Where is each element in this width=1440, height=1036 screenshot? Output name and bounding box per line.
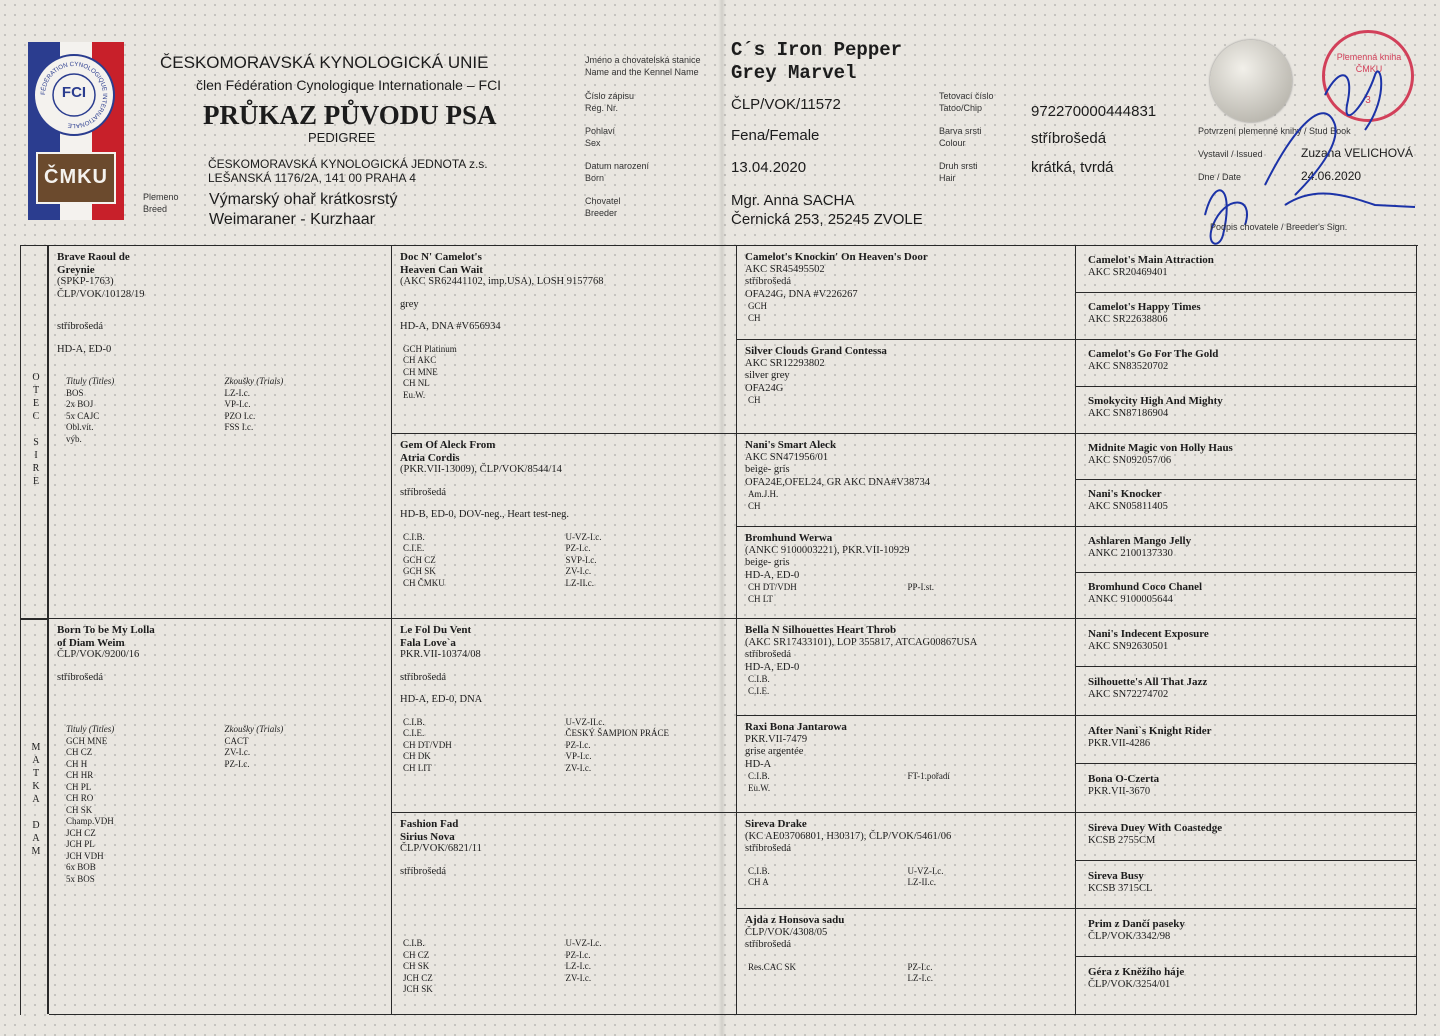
gen2-2-title: CH LIT: [403, 762, 432, 773]
gen2-2-colour: stříbrošedá: [400, 671, 447, 683]
gen1-sire-title: výb.: [66, 433, 82, 444]
gen3-4-title: C.I.B.: [748, 674, 770, 684]
gen2-2-titles-col: [403, 717, 566, 775]
gen1-dam-trials-col: [225, 724, 384, 885]
gen2-1-line1: (PKR.VII-13009), ČLP/VOK/8544/14: [400, 464, 562, 475]
gen4-cell-7: [1076, 573, 1417, 619]
sex-label-en: Sex: [585, 138, 601, 148]
gen3-3-line: HD-A, ED-0: [745, 569, 800, 581]
gen2-0-name1: Doc N' Camelot's: [400, 251, 482, 263]
gen3-cell-7: [737, 909, 1076, 1015]
gen3-3-title: CH DT/VDH: [748, 582, 797, 592]
gen3-6-titles-trials: [745, 866, 1067, 889]
dog-name-line1: C´s Iron Pepper: [731, 39, 903, 61]
gen2-0-title: GCH Platinum: [403, 343, 457, 354]
gen4-cell-13: [1076, 861, 1417, 909]
breed-label-cz: Plemeno: [143, 192, 179, 202]
gen1-sire-title: BOS: [66, 387, 84, 398]
sex-label-cz: Pohlaví: [585, 126, 616, 136]
gen2-3-title: CH SK: [403, 961, 430, 971]
document-title: PRŮKAZ PŮVODU PSA: [203, 100, 497, 130]
gen2-0-title: Eu.W.: [403, 389, 426, 400]
gen2-1-titles-trials: [400, 532, 728, 590]
hair-label-en: Hair: [939, 173, 956, 183]
gen3-3-trials-col: [908, 582, 1068, 605]
gen3-cell-0: [737, 246, 1076, 340]
gen4-15-name: Géra z Kněžího háje: [1088, 966, 1185, 978]
cmku-logo-text: ČMKU: [44, 166, 108, 188]
gen1-dam-trial: ZV-I.c.: [224, 747, 251, 757]
breeder-line2: Černická 253, 25245 ZVOLE: [731, 211, 923, 228]
gen3-5-trial: FT-1.pořadí: [907, 771, 950, 781]
gen3-cell-2: [737, 434, 1076, 527]
gen2-3-trial: ZV-I.c.: [565, 972, 592, 983]
gen3-7-name: Ajda z Honsova sadu: [745, 914, 845, 926]
gen2-0-colour: grey: [400, 298, 419, 310]
document-subtitle: PEDIGREE: [308, 130, 376, 145]
section-divider: [21, 618, 49, 620]
gen4-10-reg: PKR.VII-4286: [1088, 737, 1151, 749]
gen1-dam-title: JCH PL: [66, 839, 95, 849]
gen2-cell-3: [392, 813, 737, 1015]
gen3-4-line: (AKC SR17433101), LOP 355817, ATCAG00867USA: [745, 636, 978, 648]
gen2-0-name2: Heaven Can Wait: [400, 263, 483, 276]
gen1-sire-line2: ČLP/VOK/10128/19: [57, 288, 145, 300]
dog-sex: Fena/Female: [731, 127, 820, 144]
breeder-label-cz: Chovatel: [585, 196, 621, 206]
gen1-dam-titles-trials: [57, 724, 383, 885]
chip-label-cz: Tetovací číslo: [939, 91, 994, 101]
gen2-2-health: HD-A, ED-0, DNA: [400, 694, 483, 705]
gen2-2-title: C.I.E.: [403, 728, 425, 738]
gen4-3-reg: AKC SN87186904: [1088, 407, 1169, 419]
gen3-6-titles-col: [748, 866, 908, 889]
gen2-3-name2: Sirius Nova: [400, 830, 455, 843]
gen3-5-line: grise argentée: [745, 746, 804, 757]
gen3-7-trial: PZ-I.c.: [907, 961, 933, 972]
gen2-0-line1: (AKC SR62441102, imp.USA), LOSH 9157768: [400, 276, 604, 287]
gen3-7-trial: LZ-I.c.: [907, 973, 933, 983]
gen4-6-name: Ashlaren Mango Jelly: [1088, 535, 1192, 547]
gen4-1-reg: AKC SR22638806: [1088, 313, 1168, 325]
gen3-cell-6: [737, 813, 1076, 909]
gen1-sire-cell: [49, 246, 392, 619]
gen2-1-trials-col: [566, 532, 729, 590]
gen3-0-title: CH: [748, 312, 761, 323]
gen1-sire-trials-label: Zkoušky (Trials): [224, 376, 284, 386]
gen2-3-trial: LZ-I.c.: [565, 961, 591, 971]
gen2-1-trial: LZ-II.c.: [565, 577, 594, 588]
dog-name-line2: Grey Marvel: [731, 62, 857, 84]
date-label: Dne / Date: [1198, 172, 1242, 182]
gen3-3-line: beige- gris: [745, 557, 790, 568]
gen1-sire-colour: stříbrošedá: [57, 321, 104, 332]
gen1-dam-cell: [49, 619, 392, 1015]
gen3-6-title: CH A: [748, 877, 769, 887]
gen2-2-title: CH DK: [403, 751, 431, 761]
gen3-2-title: Am.J.H.: [748, 489, 779, 499]
gen4-11-name: Bona O-Czerta: [1088, 773, 1160, 785]
gen4-1-name: Camelot's Happy Times: [1088, 301, 1201, 313]
gen2-3-trials-col: [566, 938, 729, 996]
gen2-1-trial: PZ-I.c.: [565, 543, 591, 553]
gen4-9-reg: AKC SN72274702: [1088, 688, 1169, 700]
gen3-0-line: stříbrošedá: [745, 276, 792, 287]
breeder-label-en: Breeder: [585, 208, 618, 218]
gen4-4-reg: AKC SN092057/06: [1088, 454, 1172, 466]
gen3-2-name: Nani's Smart Aleck: [745, 439, 837, 451]
gen2-3-colour: stříbrošedá: [400, 865, 447, 877]
gen1-sire-title: Obl.vít.: [66, 422, 94, 432]
logo-block: [28, 42, 124, 222]
gen3-1-name: Silver Clouds Grand Contessa: [745, 345, 887, 357]
gen1-dam-title: 6x BOB: [66, 862, 96, 872]
dog-hair: krátká, tvrdá: [1031, 159, 1114, 176]
gen1-sire-name1: Brave Raoul de: [57, 251, 130, 263]
gen3-7-titles-trials: [745, 962, 1067, 985]
gen2-2-trial: ZV-I.c.: [565, 762, 592, 773]
born-label-en: Born: [585, 173, 605, 183]
chip-label-en: Tatoo/Chip: [939, 103, 983, 113]
gen3-2-title: CH: [748, 500, 761, 511]
gen3-cell-1: [737, 340, 1076, 434]
colour-label-cz: Barva srsti: [939, 126, 982, 136]
gen3-6-name: Sireva Drake: [745, 818, 807, 830]
gen3-4-name: Bella N Silhouettes Heart Throb: [745, 624, 897, 636]
gen1-dam-line1: ČLP/VOK/9200/16: [57, 649, 140, 660]
gen2-cell-2: [392, 619, 737, 813]
gen3-5-titles-trials: [745, 771, 1067, 794]
breed-de: Weimaraner - Kurzhaar: [209, 211, 375, 228]
dog-reg: ČLP/VOK/11572: [731, 96, 841, 113]
gen4-cell-6: [1076, 527, 1417, 573]
gen3-7-line: ČLP/VOK/4308/05: [745, 926, 828, 938]
gen4-14-reg: ČLP/VOK/3342/98: [1088, 930, 1171, 942]
gen2-3-trial: U-VZ-I.c.: [565, 938, 602, 948]
gen3-7-title: Res.CAC SK: [748, 961, 797, 972]
gen4-13-reg: KCSB 3715CL: [1088, 882, 1153, 894]
gen3-0-name: Camelot's Knockin' On Heaven's Door: [745, 251, 928, 263]
gen1-dam-title: CH HR: [66, 770, 94, 780]
gen4-cell-9: [1076, 667, 1417, 716]
gen2-1-name1: Gem Of Aleck From: [400, 439, 496, 451]
gen4-5-reg: AKC SN05811405: [1088, 500, 1168, 512]
gen3-3-titles-trials: [745, 582, 1067, 605]
gen2-2-trial: ČESKÝ ŠAMPION PRÁCE: [565, 728, 670, 738]
colour-label-en: Colour: [939, 138, 966, 148]
gen1-sire-name2: Greynie: [57, 263, 95, 276]
gen4-9-name: Silhouette's All That Jazz: [1088, 676, 1208, 688]
gen4-2-name: Camelot's Go For The Gold: [1088, 348, 1219, 360]
issued-label: Vystavil / Issued: [1198, 149, 1263, 159]
gen4-7-reg: ANKC 9100005644: [1088, 593, 1173, 605]
gen4-cell-1: [1076, 293, 1417, 340]
gen2-2-line1: PKR.VII-10374/08: [400, 649, 481, 660]
gen4-2-reg: AKC SN83520702: [1088, 360, 1169, 372]
dog-chip: 972270000444831: [1031, 103, 1157, 120]
issued-by: Zuzana VELICHOVÁ: [1301, 146, 1414, 160]
gen1-dam-trials-label: Zkoušky (Trials): [224, 724, 284, 734]
gen4-7-name: Bromhund Coco Chanel: [1088, 581, 1203, 593]
gen3-1-line: AKC SR12293802: [745, 357, 825, 369]
breed-cz: Výmarský ohař krátkosrstý: [209, 191, 398, 208]
gen3-5-line: HD-A: [745, 758, 772, 770]
gen4-3-name: Smokycity High And Mighty: [1088, 395, 1223, 407]
gen1-dam-name2: of Diam Weim: [57, 636, 125, 649]
gen3-0-title: GCH: [748, 301, 768, 311]
gen1-dam-title: CH H: [66, 758, 88, 769]
gen2-3-name1: Fashion Fad: [400, 818, 459, 830]
jednota-line1: ČESKOMORAVSKÁ KYNOLOGICKÁ JEDNOTA z.s.: [208, 157, 488, 171]
gen4-13-name: Sireva Busy: [1088, 870, 1144, 882]
gen2-0-titles: [400, 344, 728, 402]
gen1-dam-title: CH SK: [66, 804, 93, 815]
gen1-sire-titles-label: Tituly (Titles): [66, 376, 115, 386]
stamp-number: 3: [1365, 95, 1371, 106]
gen3-cell-4: [737, 619, 1076, 716]
gen3-3-titles-col: [748, 582, 908, 605]
gen2-1-health: HD-B, ED-0, DOV-neg., Heart test-neg.: [400, 509, 570, 520]
gen3-3-line: (ANKC 9100003221), PKR.VII-10929: [745, 544, 910, 556]
gen4-4-name: Midnite Magic von Holly Haus: [1088, 442, 1233, 454]
gen4-5-name: Nani's Knocker: [1088, 488, 1162, 500]
gen1-sire-trial: LZ-I.c.: [224, 387, 250, 398]
gen2-1-colour: stříbrošedá: [400, 486, 447, 498]
gen2-3-title: C.I.B.: [403, 938, 425, 948]
gen3-7-titles-col: [748, 962, 908, 985]
gen2-2-name2: Fala Love`a: [400, 636, 456, 649]
gen4-cell-10: [1076, 716, 1417, 764]
gen1-dam-title: 5x BOS: [66, 873, 95, 884]
dog-born: 13.04.2020: [731, 159, 807, 176]
gen4-cell-3: [1076, 387, 1417, 434]
gen4-cell-15: [1076, 957, 1417, 1015]
gen2-3-titles-col: [403, 938, 566, 996]
gen1-dam-title: GCH MNE: [66, 735, 108, 746]
jednota-line2: LEŠANSKÁ 1176/2A, 141 00 PRAHA 4: [208, 171, 416, 185]
gen1-sire-trials-col: [225, 376, 384, 445]
gen4-12-name: Sireva Duey With Coastedge: [1088, 822, 1223, 834]
gen3-4-line: HD-A, ED-0: [745, 661, 800, 673]
gen4-cell-8: [1076, 619, 1417, 667]
gen3-cell-5: [737, 716, 1076, 813]
gen4-0-name: Camelot's Main Attraction: [1088, 254, 1214, 266]
gen4-0-reg: AKC SR20469401: [1088, 266, 1168, 278]
gen1-dam-colour: stříbrošedá: [57, 671, 104, 683]
gen4-cell-12: [1076, 813, 1417, 861]
gen2-2-trial: PZ-I.c.: [565, 739, 591, 750]
gen3-2-line: OFA24E,OFEL24, GR AKC DNA#V38734: [745, 476, 931, 488]
gen2-2-name1: Le Fol Du Vent: [400, 624, 472, 636]
gen3-0-line: OFA24G, DNA #V226267: [745, 288, 858, 300]
gen1-sire-trial: FSS I.c.: [224, 422, 254, 432]
gen4-cell-0: [1076, 246, 1417, 293]
gen1-dam-title: CH RO: [66, 793, 94, 803]
gen4-cell-5: [1076, 480, 1417, 527]
gen1-dam-title: CH PL: [66, 781, 92, 792]
gen1-dam-trial: CACT: [224, 735, 249, 746]
fci-ring-text: FÉDÉRATION CYNOLOGIQUE INTERNATIONALE: [39, 60, 109, 130]
reg-label-en: Reg. Nr.: [585, 103, 619, 113]
breed-label-en: Breed: [143, 204, 168, 214]
studbook-label: Potvrzení plemenné knihy / Stud Book: [1198, 126, 1351, 136]
gen3-6-trials-col: [908, 866, 1068, 889]
name-label-en: Name and the Kennel Name: [585, 67, 699, 77]
gen4-cell-2: [1076, 340, 1417, 387]
gen3-1-line: silver grey: [745, 370, 790, 381]
signature-label: Podpis chovatele / Breeder's Sign.: [1210, 222, 1348, 232]
pedigree-table: [20, 245, 1418, 1015]
gen3-5-line: PKR.VII-7479: [745, 733, 808, 745]
stamp-text: Plemenná kniha ČMKU: [1336, 52, 1402, 74]
gen3-1-title: CH: [748, 395, 761, 405]
gen1-sire-title: 2x BOJ: [66, 399, 94, 409]
gen4-10-name: After Nani`s Knight Rider: [1088, 725, 1212, 737]
gen1-dam-title: JCH VDH: [66, 850, 104, 861]
gen2-2-trials-col: [566, 717, 729, 775]
breeder-line1: Mgr. Anna SACHA: [731, 192, 855, 209]
gen3-4-title: C.I.E.: [748, 685, 770, 696]
gen2-3-trial: PZ-I.c.: [565, 949, 591, 960]
gen3-6-line: stříbrošedá: [745, 843, 792, 854]
gen2-0-title: CH MNE: [403, 366, 438, 377]
gen1-sire-titles-col: [66, 376, 225, 445]
gen2-2-titles-trials: [400, 717, 728, 775]
gen2-1-trial: ZV-I.c.: [565, 566, 592, 576]
gen2-2-trial: VP-I.c.: [565, 751, 592, 761]
gen3-3-title: CH LT: [748, 593, 773, 604]
gen3-5-trials-col: [908, 771, 1068, 794]
union-member: člen Fédération Cynologique Internationale – FCI: [196, 77, 502, 93]
gen4-11-reg: PKR.VII-3670: [1088, 785, 1151, 797]
born-label-cz: Datum narození: [585, 161, 650, 171]
gen2-3-line1: ČLP/VOK/6821/11: [400, 843, 482, 854]
sire-section-label: O T E C S I R E: [32, 372, 40, 487]
gen1-dam-trial: PZ-I.c.: [224, 758, 250, 769]
gen2-2-title: C.I.B.: [403, 716, 425, 727]
gen4-14-name: Prim z Dančí paseky: [1088, 918, 1185, 930]
gen3-1-line: OFA24G: [745, 382, 784, 394]
gen2-1-trial: U-VZ-I.c.: [565, 531, 602, 542]
dog-colour: stříbrošedá: [1031, 130, 1107, 147]
gen1-dam-titles-label: Tituly (Titles): [66, 724, 115, 734]
gen3-5-title: C.I.B.: [748, 771, 770, 781]
fci-logo: [33, 54, 115, 136]
gen3-5-titles-col: [748, 771, 908, 794]
cmku-logo: [36, 152, 116, 204]
gen4-15-reg: ČLP/VOK/3254/01: [1088, 978, 1171, 990]
gen1-dam-name1: Born To be My Lolla: [57, 624, 155, 636]
dam-section-label: M A T K A D A M: [31, 742, 41, 857]
gen2-2-trial: U-VZ-II.c.: [565, 716, 605, 727]
gen3-6-trial: LZ-II.c.: [907, 877, 936, 887]
gen2-3-title: JCH CZ: [403, 972, 433, 983]
gen4-cell-14: [1076, 909, 1417, 957]
gen4-cell-11: [1076, 764, 1417, 813]
gen1-dam-title: JCH CZ: [66, 827, 96, 838]
gen3-7-trials-col: [908, 962, 1068, 985]
gen3-0-line: AKC SR45495502: [745, 263, 825, 275]
gen2-3-titles-trials: [400, 938, 728, 996]
gen1-dam-title: CH CZ: [66, 747, 93, 757]
gen2-1-title: C.I.E.: [403, 543, 425, 553]
gen1-dam-title: Champ.VDH: [66, 816, 114, 826]
gen2-0-title: CH AKC: [403, 355, 437, 365]
gen3-6-line: (KC AE03706801, H30317), ČLP/VOK/5461/06: [745, 830, 952, 842]
gen2-3-title: CH CZ: [403, 949, 430, 960]
gen3-2-line: AKC SN471956/01: [745, 451, 829, 463]
gen4-8-reg: AKC SN92630501: [1088, 640, 1169, 652]
gen3-5-title: Eu.W.: [748, 782, 771, 793]
hair-label-cz: Druh srsti: [939, 161, 978, 171]
gen2-0-title: CH NL: [403, 378, 430, 388]
reg-label-cz: Číslo zápisu: [585, 91, 635, 101]
gen3-5-name: Raxi Bona Jantarowa: [745, 721, 847, 733]
gen1-sire-line1: (SPKP-1763): [57, 276, 114, 287]
gen2-1-title: C.I.B.: [403, 531, 425, 542]
gen2-1-trial: SVP-I.c.: [565, 554, 597, 565]
gen3-3-trial: PP-I.st.: [907, 582, 935, 592]
issue-date: 24.06.2020: [1301, 169, 1362, 183]
gen1-sire-title: 5x CAJC: [66, 410, 100, 421]
gen3-7-line: stříbrošedá: [745, 939, 792, 950]
gen2-1-title: GCH CZ: [403, 554, 436, 565]
gen3-6-trial: U-VZ-I.c.: [907, 865, 944, 876]
gen2-1-name2: Atria Cordis: [400, 451, 460, 464]
gen2-1-titles-col: [403, 532, 566, 590]
name-label-cz: Jméno a chovatelská stanice: [585, 55, 701, 65]
gen4-cell-4: [1076, 434, 1417, 480]
union-name: ČESKOMORAVSKÁ KYNOLOGICKÁ UNIE: [160, 53, 489, 72]
gen3-2-line: beige- gris: [745, 464, 790, 475]
gen1-sire-health: HD-A, ED-0: [57, 343, 112, 355]
gen1-sire-titles-trials: [57, 376, 383, 445]
gen1-sire-trial: PZO I.c.: [224, 410, 256, 421]
fci-logo-text: FCI: [61, 84, 87, 101]
gen3-4-line: stříbrošedá: [745, 649, 792, 660]
gen1-dam-titles-col: [66, 724, 225, 885]
gen4-8-name: Nani's Indecent Exposure: [1088, 628, 1209, 640]
gen2-3-title: JCH SK: [403, 984, 433, 994]
gen4-12-reg: KCSB 2755CM: [1088, 834, 1156, 846]
gen2-cell-1: [392, 434, 737, 619]
gen3-3-name: Bromhund Werwa: [745, 532, 833, 544]
gen2-1-title: CH ČMKU: [403, 577, 445, 588]
gen2-cell-0: [392, 246, 737, 434]
gen2-1-title: GCH SK: [403, 566, 436, 576]
gen3-cell-3: [737, 527, 1076, 619]
gen2-0-health: HD-A, DNA #V656934: [400, 321, 501, 332]
gen3-6-title: C.I.B.: [748, 865, 770, 876]
gen2-2-title: CH DT/VDH: [403, 739, 452, 750]
gen4-6-reg: ANKC 2100137330: [1088, 547, 1173, 559]
gen1-sire-trial: VP-I.c.: [224, 399, 251, 409]
